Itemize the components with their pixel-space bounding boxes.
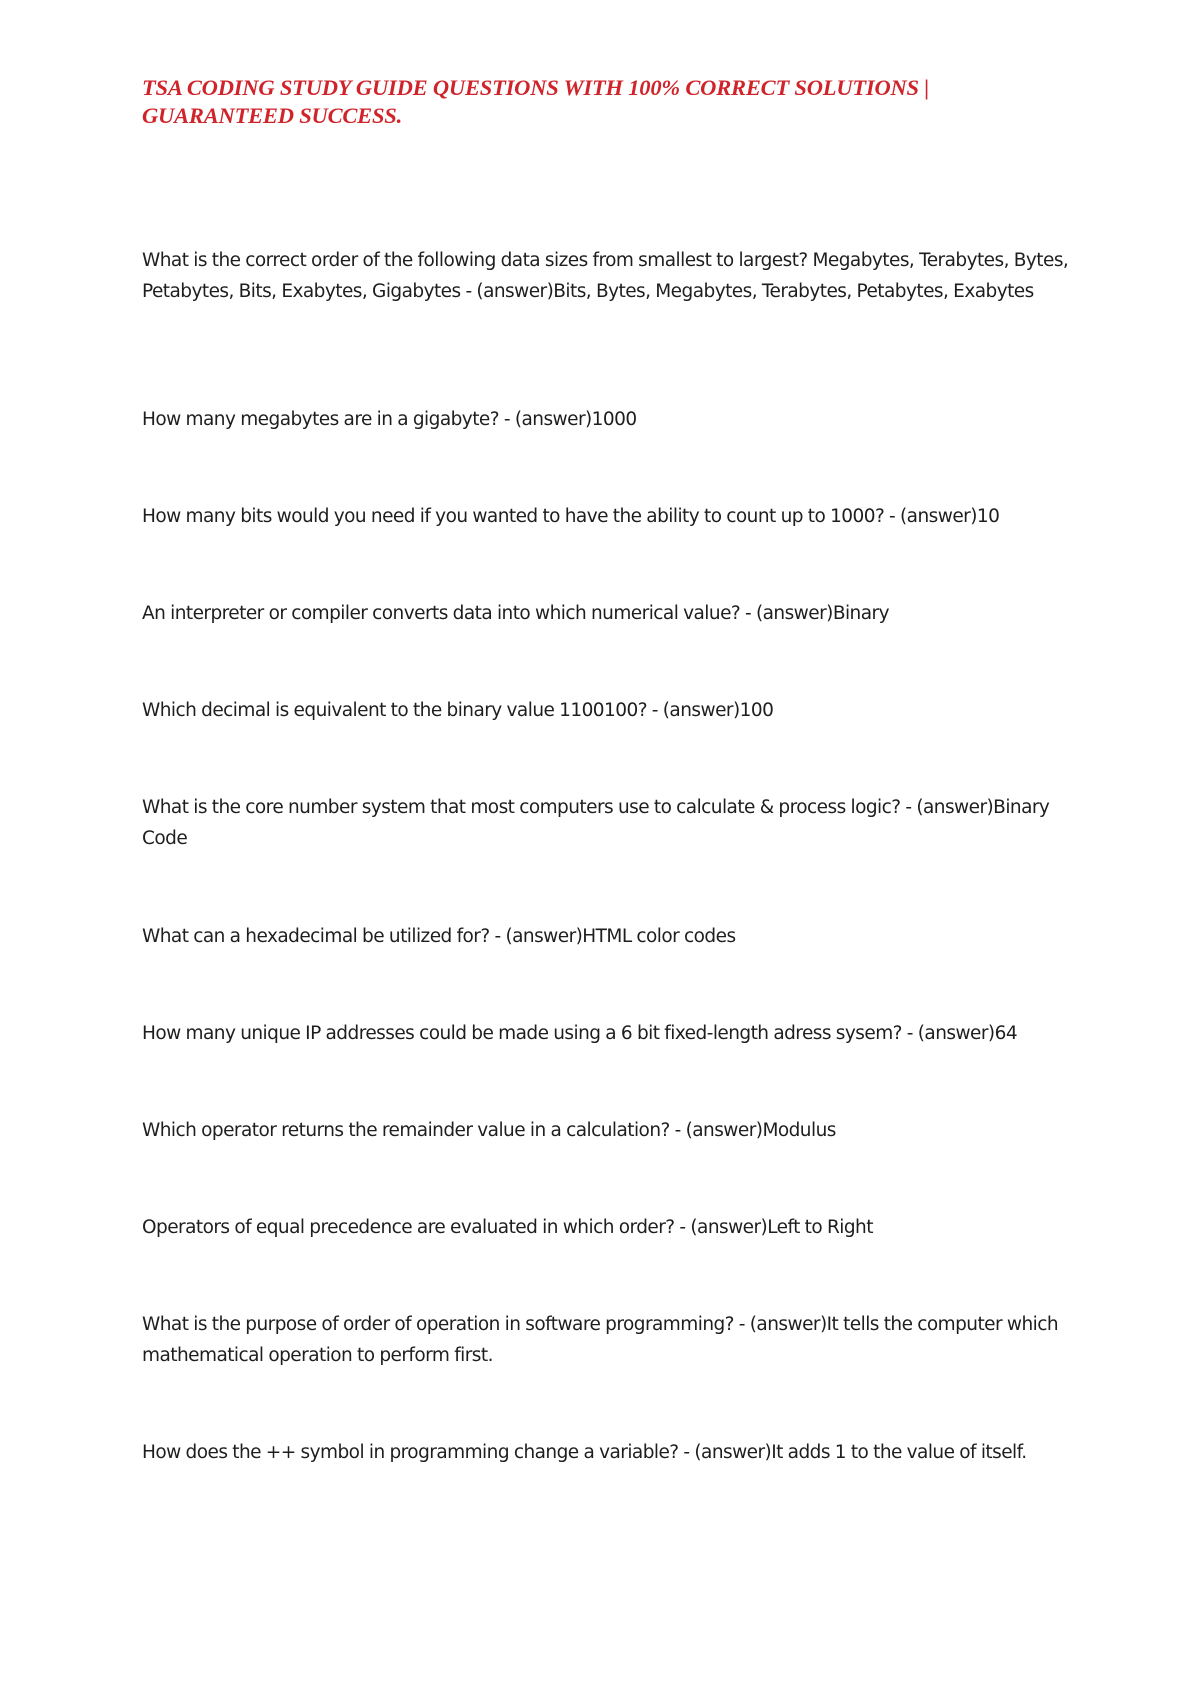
qa-item-10: [142, 1212, 1082, 1243]
qa-item-5: [142, 695, 1082, 726]
separator: -: [489, 926, 506, 947]
question-text: What is the core number system that most computers use to calculate & process logic?: [142, 797, 901, 818]
qa-item-6: [142, 792, 1082, 854]
separator: -: [499, 409, 515, 430]
question-text: How many megabytes are in a gigabyte?: [142, 409, 500, 430]
separator: -: [740, 603, 756, 624]
qa-item-4: [142, 598, 1082, 629]
answer-text: Binary: [832, 603, 889, 624]
question-text: What can a hexadecimal be utilized for?: [142, 926, 490, 947]
question-text: Which decimal is equivalent to the binary value 1100100?: [142, 700, 647, 721]
answer-text: Left to Right: [767, 1217, 873, 1238]
question-text: How does the ++ symbol in programming change a variable?: [142, 1442, 679, 1463]
separator: -: [669, 1120, 686, 1141]
answer-prefix: (answer): [694, 1442, 772, 1463]
question-text: Operators of equal precedence are evaluated in which order?: [142, 1217, 675, 1238]
separator: -: [460, 281, 477, 302]
answer-prefix: (answer): [662, 700, 740, 721]
answer-prefix: (answer): [476, 281, 554, 302]
separator: -: [884, 506, 901, 527]
separator: -: [678, 1442, 695, 1463]
answer-text: It adds 1 to the value of itself.: [771, 1442, 1027, 1463]
document-title: TSA CODING STUDY GUIDE QUESTIONS WITH 100% CORRECT SOLUTIONS | GUARANTEED SUCCESS.: [142, 75, 930, 128]
answer-text: 1000: [591, 409, 637, 430]
qa-item-12: [142, 1437, 1082, 1468]
answer-text: Modulus: [762, 1120, 836, 1141]
answer-prefix: (answer): [690, 1217, 768, 1238]
qa-item-3: [142, 501, 1082, 532]
qa-item-8: [142, 1018, 1082, 1049]
answer-prefix: (answer): [505, 926, 583, 947]
answer-text: It tells the computer which mathematical operation to perform first.: [142, 1314, 1059, 1366]
answer-text: 100: [739, 700, 774, 721]
separator: -: [646, 700, 663, 721]
question-text: How many unique IP addresses could be made using a 6 bit fixed-length adress sysem?: [142, 1023, 902, 1044]
qa-item-2: [142, 404, 1082, 435]
answer-prefix: (answer): [900, 506, 977, 527]
answer-text: 10: [976, 506, 1000, 527]
answer-text: Binary Code: [142, 797, 1050, 849]
answer-prefix: (answer): [755, 603, 833, 624]
answer-text: HTML color codes: [582, 926, 736, 947]
answer-prefix: (answer): [685, 1120, 763, 1141]
question-text: Which operator returns the remainder value in a calculation?: [142, 1120, 670, 1141]
separator: -: [901, 1023, 918, 1044]
answer-prefix: (answer): [917, 1023, 995, 1044]
question-text: What is the purpose of order of operation in software programming?: [142, 1314, 734, 1335]
qa-item-11: [142, 1309, 1082, 1371]
answer-text: 64: [994, 1023, 1018, 1044]
answer-prefix: (answer): [916, 797, 994, 818]
qa-item-9: [142, 1115, 1082, 1146]
qa-item-7: [142, 921, 1082, 952]
answer-prefix: (answer): [749, 1314, 827, 1335]
question-text: What is the correct order of the following data sizes from smallest to largest? Megabytes, Terabytes, Bytes, Petabytes, Bits, Exabytes, Gigabytes: [142, 250, 1069, 302]
question-text: How many bits would you need if you wanted to have the ability to count up to 1000?: [142, 506, 885, 527]
separator: -: [900, 797, 917, 818]
separator: -: [733, 1314, 750, 1335]
question-text: An interpreter or compiler converts data into which numerical value?: [142, 603, 741, 624]
answer-prefix: (answer): [514, 409, 592, 430]
separator: -: [674, 1217, 691, 1238]
qa-item-1: [142, 245, 1082, 307]
answer-text: Bits, Bytes, Megabytes, Terabytes, Petabytes, Exabytes: [553, 281, 1034, 302]
